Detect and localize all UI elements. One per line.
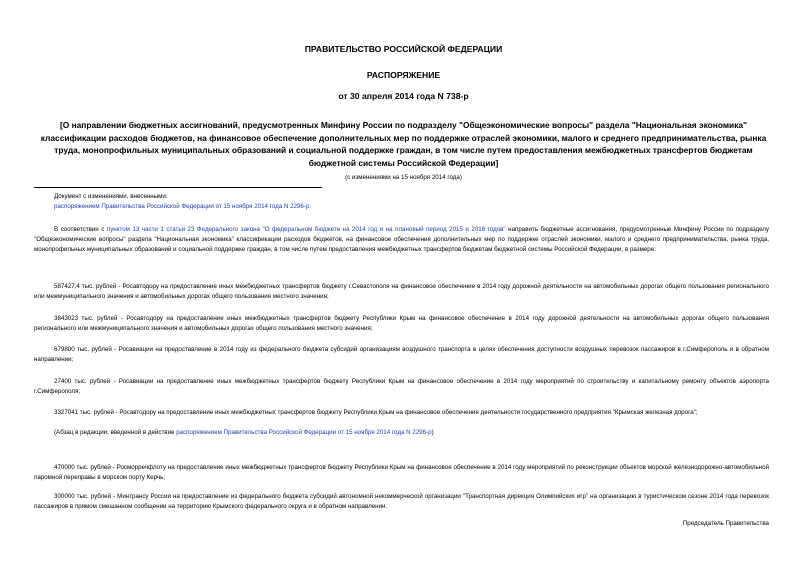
government-heading: ПРАВИТЕЛЬСТВО РОССИЙСКОЙ ФЕДЕРАЦИИ [304, 44, 503, 54]
amending-order-link[interactable]: распоряжением Правительства Российской Федерации от 15 ноября 2014 года N 2296-р [176, 429, 432, 436]
item-text: 587427,4 тыс. рублей - Росавтодору на предоставление иных межбюджетных трансфертов бюджету г.Севастополя на финансовое обеспечение в 2014 году дорожной деятельности на автомобильных дорогах общего пользования регионального или межмуниципального значения и автомобильных дорогах общего пользования местного значения; [34, 283, 769, 300]
list-item [34, 492, 769, 512]
abzac-note-post: ) [431, 429, 434, 436]
signature-title: Председатель Правительства [682, 520, 769, 527]
list-item [34, 408, 769, 418]
item-text: 679800 тыс. рублей - Росавиации на предоставление в 2014 году из федерального бюджета субсидий организациям воздушного транспорта в целях обеспечения доступности воздушных перевозок пассажиров в г.Симферополь и в обратном направлении; [34, 346, 769, 363]
list-item [34, 282, 769, 302]
item-text: 470000 тыс. рублей - Росморречфлоту на предоставление иных межбюджетных трансфертов бюджету Республики Крым на финансовое обеспечение в 2014 году мероприятий по реконструкции объектов морской железнодорожно-автомобильной паромной переправы в морском порту Керчь; [34, 464, 769, 481]
item-text: 3843023 тыс. рублей - Росавтодору на предоставление иных межбюджетных трансфертов бюджету Республики Крым на финансовое обеспечение в 2014 году дорожной деятельности на автомобильных дорогах общего пользования регионального или межмуниципального значения и автомобильных дорогах общего пользования местного значения; [34, 315, 769, 332]
list-item [34, 314, 769, 334]
item-text: 300000 тыс. рублей - Минтрансу России на предоставление из федерального бюджета субсидий автономной некоммерческой организации "Транспортная дирекция Олимпийских игр" на организацию в туристическом сезоне 2014 года перевозок пассажиров в прямом смешанном сообщении на территорию Крымского федерального округа и в обратном направлении. [34, 493, 769, 510]
intro-text-post: направить бюджетные ассигнования, предусмотренные Минфину России по подразделу "Общеэкономические вопросы" раздела "Национальная экономика" классификации расходов бюджетов, на финансовое обеспечение дополнительных мер по поддержке отраслей экономики, малого и среднего предпринимательства, рынка труда, монопрофильных муниципальных образований и социальной поддержке граждан, в том числе путем предоставления межбюджетных трансфертов бюджетам бюджетной системы Российской Федерации, в размере: [34, 226, 770, 253]
abzac-note [34, 428, 769, 438]
list-item [34, 345, 769, 365]
document-type: РАСПОРЯЖЕНИЕ [366, 70, 441, 80]
item-text: 27400 тыс. рублей - Росавиации на предоставление иных межбюджетных трансфертов бюджету Республики Крым на финансовое обеспечение в 2014 году мероприятий по строительству и капитальному ремонту объектов аэропорта г.Симферополя; [34, 378, 769, 395]
amendment-note: (с изменениями на 15 ноября 2014 года) [345, 174, 462, 181]
list-item [34, 377, 769, 397]
divider [34, 187, 322, 188]
doc-changes-label: Документ с изменениями, внесенными: [54, 193, 168, 200]
amending-order-link[interactable]: распоряжением Правительства Российской Федерации от 15 ноября 2014 года N 2296-р. [54, 203, 312, 210]
intro-text-pre: В соответствии с [54, 226, 107, 233]
abzac-note-pre: (Абзац в редакции, введенной в действие [54, 429, 177, 436]
item-text: 3327041 тыс. рублей - Росавтодору на предоставление иных межбюджетных трансфертов бюджету Республики Крым на финансовое обеспечение деятельности государственного предприятия "Крымская железная дорога"; [54, 409, 698, 416]
document-title: [О направлении бюджетных ассигнований, предусмотренных Минфину России по подразделу "Общеэкономические вопросы" раздела "Национальная экономика" классификации расходов бюджетов, на финансовое обеспечение дополнительных мер по поддержке отраслей экономики, малого и среднего предпринимательства, рынка труда, монопрофильных муниципальных образований и социальной поддержке граждан, в том числе путем предоставления межбюджетных трансфертов бюджетам бюджетной системы Российской Федерации] [40, 120, 767, 168]
federal-law-link[interactable]: пунктом 13 части 1 статьи 23 Федерального закона "О федеральном бюджете на 2014 год и на плановый период 2015 и 2016 годов" [106, 226, 506, 233]
list-item [34, 463, 769, 483]
doc-changes-link[interactable] [54, 202, 311, 212]
intro-paragraph [34, 225, 769, 254]
date-number: от 30 апреля 2014 года N 738-р [338, 91, 469, 101]
